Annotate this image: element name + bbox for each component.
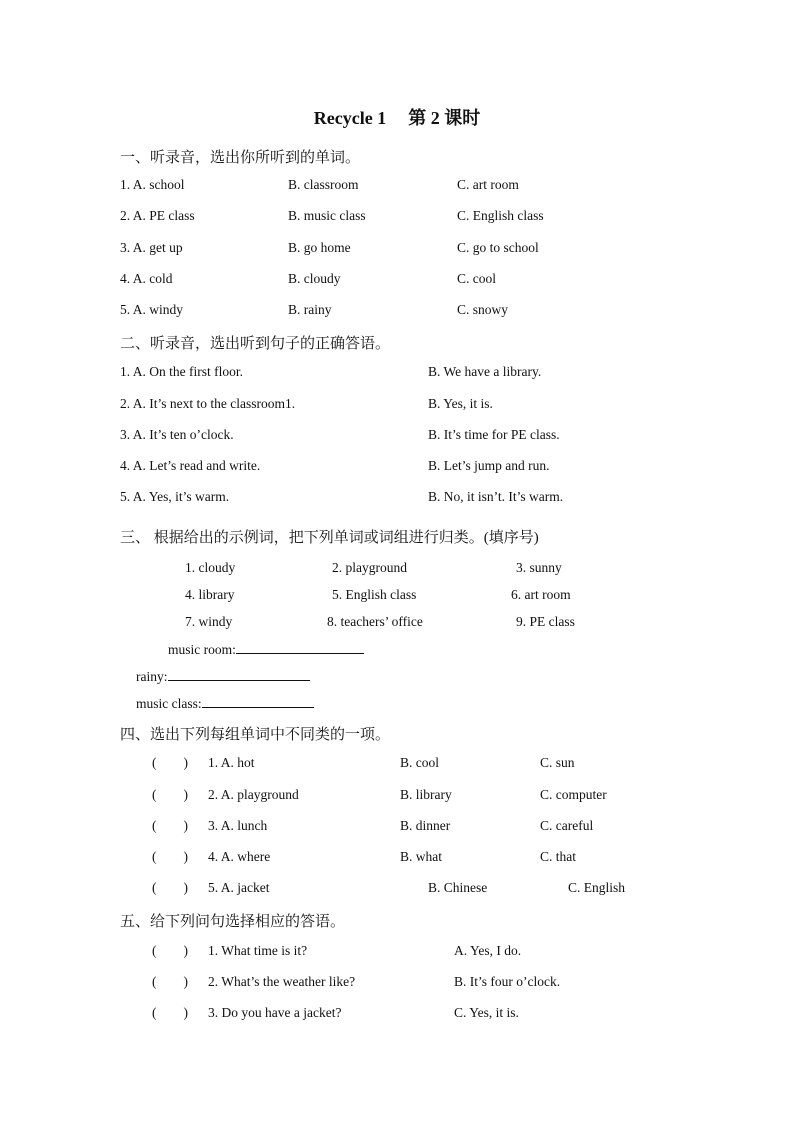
s2-q2-a: 2. A. It’s next to the classroom1.: [120, 396, 296, 411]
s3-category-music-room: [168, 641, 364, 658]
s2-q3-b: B. It’s time for PE class.: [428, 427, 560, 442]
s5-q1: 1. What time is it?: [208, 943, 308, 958]
s3-word-5: 5. English class: [332, 587, 417, 602]
s3-word-3: 3. sunny: [516, 560, 562, 575]
s4-q2-c: C. computer: [540, 787, 607, 802]
section-3-heading: 三、 根据给出的示例词，把下列单词或词组进行归类。(填序号): [120, 530, 539, 546]
category-label: rainy:: [136, 669, 168, 684]
s1-q4-b: B. cloudy: [288, 271, 341, 286]
answer-blank[interactable]: [168, 668, 310, 681]
answer-paren[interactable]: ( ): [152, 755, 188, 770]
answer-blank[interactable]: [236, 641, 364, 654]
s4-q4-a: 4. A. where: [208, 849, 271, 864]
s4-q4-c: C. that: [540, 849, 576, 864]
s4-q5-b: B. Chinese: [428, 880, 488, 895]
section-2-heading: 二、听录音，选出听到句子的正确答语。: [120, 336, 391, 352]
s3-word-7: 7. windy: [185, 614, 233, 629]
s3-word-4: 4. library: [185, 587, 235, 602]
answer-paren[interactable]: ( ): [152, 880, 188, 895]
s5-q2: 2. What’s the weather like?: [208, 974, 356, 989]
s2-q4-a: 4. A. Let’s read and write.: [120, 458, 261, 473]
s1-q4-a: 4. A. cold: [120, 271, 173, 286]
s1-q2-c: C. English class: [457, 208, 544, 223]
s5-ans-c: C. Yes, it is.: [454, 1005, 519, 1020]
answer-paren[interactable]: ( ): [152, 943, 188, 958]
s4-q1-c: C. sun: [540, 755, 575, 770]
s4-q2-a: 2. A. playground: [208, 787, 299, 802]
s1-q5-a: 5. A. windy: [120, 302, 184, 317]
s1-q1-b: B. classroom: [288, 177, 359, 192]
s1-q5-c: C. snowy: [457, 302, 509, 317]
s3-word-1: 1. cloudy: [185, 560, 236, 575]
s3-word-2: 2. playground: [332, 560, 407, 575]
s1-q3-a: 3. A. get up: [120, 240, 183, 255]
section-1-heading: 一、听录音，选出你所听到的单词。: [120, 150, 361, 166]
s3-word-9: 9. PE class: [516, 614, 575, 629]
s1-q5-b: B. rainy: [288, 302, 332, 317]
s5-q3: 3. Do you have a jacket?: [208, 1005, 342, 1020]
s4-q3-c: C. careful: [540, 818, 594, 833]
s4-q5-a: 5. A. jacket: [208, 880, 270, 895]
answer-paren[interactable]: ( ): [152, 974, 188, 989]
answer-paren[interactable]: ( ): [152, 1005, 188, 1020]
answer-paren[interactable]: ( ): [152, 818, 188, 833]
s1-q1-c: C. art room: [457, 177, 519, 192]
s2-q1-b: B. We have a library.: [428, 364, 542, 379]
s4-q3-b: B. dinner: [400, 818, 451, 833]
category-label: music room:: [168, 642, 236, 657]
s2-q5-a: 5. A. Yes, it’s warm.: [120, 489, 230, 504]
s4-q5-c: C. English: [568, 880, 626, 895]
s1-q3-c: C. go to school: [457, 240, 539, 255]
s1-q4-c: C. cool: [457, 271, 496, 286]
category-label: music class:: [136, 696, 202, 711]
s4-q1-b: B. cool: [400, 755, 439, 770]
s4-q2-b: B. library: [400, 787, 452, 802]
answer-blank[interactable]: [202, 695, 314, 708]
page-title: [0, 104, 794, 130]
answer-paren[interactable]: ( ): [152, 849, 188, 864]
s2-q5-b: B. No, it isn’t. It’s warm.: [428, 489, 564, 504]
s4-q4-b: B. what: [400, 849, 442, 864]
s2-q2-b: B. Yes, it is.: [428, 396, 493, 411]
s2-q1-a: 1. A. On the first floor.: [120, 364, 243, 379]
section-4-heading: 四、选出下列每组单词中不同类的一项。: [120, 727, 391, 743]
s3-word-8: 8. teachers’ office: [327, 614, 423, 629]
s1-q2-b: B. music class: [288, 208, 366, 223]
s3-word-6: 6. art room: [511, 587, 571, 602]
s4-q1-a: 1. A. hot: [208, 755, 255, 770]
s1-q1-a: 1. A. school: [120, 177, 185, 192]
title-sub: 第 2 课时: [408, 108, 481, 128]
s1-q3-b: B. go home: [288, 240, 351, 255]
s5-ans-b: B. It’s four o’clock.: [454, 974, 561, 989]
s2-q4-b: B. Let’s jump and run.: [428, 458, 550, 473]
section-5-heading: 五、给下列问句选择相应的答语。: [120, 914, 346, 930]
s5-ans-a: A. Yes, I do.: [454, 943, 522, 958]
s3-category-rainy: [136, 668, 310, 685]
s1-q2-a: 2. A. PE class: [120, 208, 195, 223]
answer-paren[interactable]: ( ): [152, 787, 188, 802]
s3-category-music-class: [136, 695, 314, 712]
s2-q3-a: 3. A. It’s ten o’clock.: [120, 427, 234, 442]
s4-q3-a: 3. A. lunch: [208, 818, 268, 833]
title-main: Recycle 1: [313, 108, 387, 128]
